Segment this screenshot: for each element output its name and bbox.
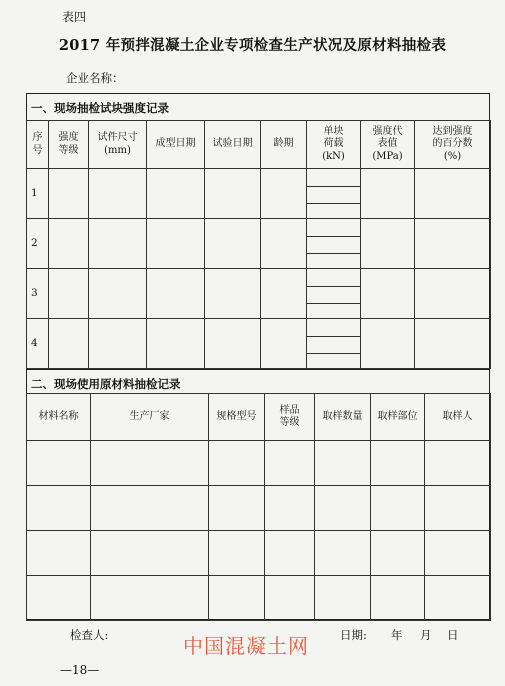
load-subdivider <box>307 186 360 187</box>
table-row <box>27 319 491 369</box>
load-subdivider <box>307 253 360 254</box>
table-cell <box>205 269 261 319</box>
load-subdivider <box>307 303 360 304</box>
table-cell <box>209 531 265 576</box>
column-header-line: 生产厂家 <box>129 410 170 422</box>
table-cell <box>415 169 491 219</box>
table-cell <box>89 319 147 369</box>
load-subdivider <box>307 236 360 237</box>
table-row <box>27 269 491 319</box>
table-cell <box>205 219 261 269</box>
document-title: 2017 年预拌混凝土企业专项检查生产状况及原材料抽检表 <box>58 37 447 54</box>
table-cell <box>371 576 425 621</box>
table-cell <box>147 219 205 269</box>
table-cell <box>147 169 205 219</box>
table-cell <box>209 441 265 486</box>
table-cell <box>265 486 315 531</box>
column-header-line: (MPa) <box>372 150 403 162</box>
column-header <box>49 121 89 169</box>
raw-material-table <box>26 393 491 621</box>
column-header-line: 试验日期 <box>212 138 253 150</box>
column-header-line: 单块 <box>323 125 344 137</box>
row-number: 4 <box>27 319 49 369</box>
specimen-strength-table <box>26 120 491 369</box>
table-row <box>27 219 491 269</box>
table-cell <box>27 441 91 486</box>
column-header-line: 取样数量 <box>322 410 363 422</box>
load-cell <box>307 169 361 219</box>
watermark: 中国混凝土网 <box>183 634 309 658</box>
load-subdivider <box>307 286 360 287</box>
column-header <box>147 121 205 169</box>
column-header <box>265 394 315 441</box>
table-cell <box>205 169 261 219</box>
column-header-line: 达到强度 <box>432 125 473 137</box>
column-header-line: 规格型号 <box>216 410 257 422</box>
inspector-label: 检查人: <box>70 628 109 642</box>
row-number: 3 <box>27 269 49 319</box>
column-header <box>371 394 425 441</box>
column-header-line: 表值 <box>377 138 398 150</box>
date-month-label: 月 <box>420 628 432 642</box>
table-cell <box>361 319 415 369</box>
company-name-label: 企业名称： <box>66 71 124 85</box>
table-cell <box>425 531 491 576</box>
load-cell <box>307 319 361 369</box>
table-cell <box>371 441 425 486</box>
table-cell <box>371 531 425 576</box>
table-cell <box>261 269 307 319</box>
row-number: 1 <box>27 169 49 219</box>
column-header-line: 成型日期 <box>155 138 196 150</box>
column-header-line: 号 <box>32 144 43 156</box>
column-header-line: 取样人 <box>442 410 473 422</box>
column-header-line: (mm) <box>104 144 131 156</box>
column-header-line: 材料名称 <box>38 410 79 422</box>
table-cell <box>425 441 491 486</box>
column-header <box>89 121 147 169</box>
table-cell <box>91 531 209 576</box>
table-row <box>27 576 491 621</box>
column-header-line: (kN) <box>322 150 345 162</box>
table-cell <box>27 576 91 621</box>
table-cell <box>371 486 425 531</box>
load-subdivider <box>307 203 360 204</box>
column-header-line: 强度 <box>58 132 79 143</box>
load-cell <box>307 219 361 269</box>
table-cell <box>361 269 415 319</box>
table-label: 表四 <box>62 10 87 24</box>
load-subdivider <box>307 336 360 337</box>
table-cell <box>261 319 307 369</box>
column-header <box>307 121 361 169</box>
table-cell <box>315 531 371 576</box>
table-cell <box>27 531 91 576</box>
table-cell <box>315 441 371 486</box>
table-row <box>27 486 491 531</box>
table-cell <box>49 219 89 269</box>
table-cell <box>415 219 491 269</box>
table-cell <box>91 441 209 486</box>
load-subdivider <box>307 353 360 354</box>
column-header-line: 试件尺寸 <box>97 132 138 143</box>
date-label: 日期: <box>340 628 367 642</box>
table-cell <box>205 319 261 369</box>
section-1-title: 一、现场抽检试块强度记录 <box>31 101 169 115</box>
table-row <box>27 441 491 486</box>
table-cell <box>49 269 89 319</box>
date-day-label: 日 <box>447 628 459 642</box>
table-cell <box>315 486 371 531</box>
column-header <box>91 394 209 441</box>
page-number: —18— <box>60 663 100 677</box>
table-cell <box>261 169 307 219</box>
date-year-label: 年 <box>391 628 403 642</box>
table-cell <box>49 319 89 369</box>
column-header <box>205 121 261 169</box>
column-header-line: 的百分数 <box>432 138 473 150</box>
table-cell <box>415 319 491 369</box>
table-cell <box>265 576 315 621</box>
table-row <box>27 169 491 219</box>
table-cell <box>315 576 371 621</box>
table-cell <box>147 269 205 319</box>
table-cell <box>27 486 91 531</box>
row-number: 2 <box>27 219 49 269</box>
column-header <box>315 394 371 441</box>
table-cell <box>147 319 205 369</box>
column-header-line: 等级 <box>58 144 79 156</box>
table-cell <box>209 486 265 531</box>
table-cell <box>425 576 491 621</box>
column-header-line: 强度代 <box>372 125 403 137</box>
column-header-line: 序 <box>32 132 43 143</box>
column-header-line: (%) <box>443 150 462 162</box>
table-cell <box>89 219 147 269</box>
column-header-line: 龄期 <box>273 138 294 150</box>
table-cell <box>361 169 415 219</box>
table-cell <box>265 441 315 486</box>
column-header <box>415 121 491 169</box>
column-header-line: 样品 <box>279 404 300 416</box>
table-cell <box>89 169 147 219</box>
column-header <box>261 121 307 169</box>
section-2-title: 二、现场使用原材料抽检记录 <box>31 377 181 391</box>
table-cell <box>361 219 415 269</box>
table-cell <box>209 576 265 621</box>
column-header <box>209 394 265 441</box>
table-cell <box>89 269 147 319</box>
column-header <box>27 121 49 169</box>
column-header <box>361 121 415 169</box>
table-cell <box>91 486 209 531</box>
load-cell <box>307 269 361 319</box>
column-header-line: 荷载 <box>323 138 344 150</box>
table-cell <box>49 169 89 219</box>
table-cell <box>265 531 315 576</box>
column-header <box>27 394 91 441</box>
column-header <box>425 394 491 441</box>
table-cell <box>415 269 491 319</box>
column-header-line: 等级 <box>279 417 300 428</box>
table-cell <box>261 219 307 269</box>
column-header-line: 取样部位 <box>377 410 418 422</box>
table-cell <box>425 486 491 531</box>
table-row <box>27 531 491 576</box>
table-cell <box>91 576 209 621</box>
